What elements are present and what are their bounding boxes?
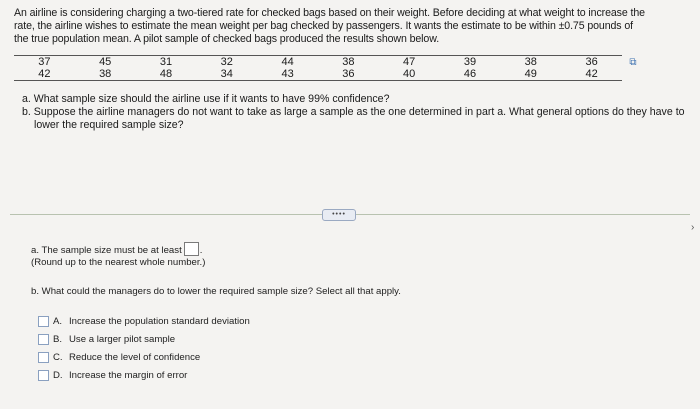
option-label: Increase the population standard deviation bbox=[69, 315, 250, 327]
table-cell: 46 bbox=[440, 68, 501, 81]
questions bbox=[22, 93, 690, 132]
options-list bbox=[38, 312, 250, 384]
problem-statement bbox=[14, 7, 690, 46]
table-cell: 36 bbox=[561, 56, 622, 69]
table-cell: 39 bbox=[440, 56, 501, 69]
copy-data-icon[interactable]: ⧉ bbox=[629, 57, 637, 68]
table-cell: 43 bbox=[257, 68, 318, 81]
sample-size-input[interactable] bbox=[184, 242, 199, 256]
table-cell: 44 bbox=[257, 56, 318, 69]
option-letter: B. bbox=[53, 333, 63, 345]
table-row bbox=[14, 56, 622, 69]
resize-handle-icon[interactable]: › bbox=[691, 222, 695, 233]
table-cell: 40 bbox=[379, 68, 440, 81]
table-cell: 42 bbox=[14, 68, 75, 81]
option-c[interactable] bbox=[38, 348, 250, 366]
table-cell: 42 bbox=[561, 68, 622, 81]
table-row bbox=[14, 68, 622, 81]
answer-a-line bbox=[31, 242, 671, 257]
table-cell: 38 bbox=[75, 68, 136, 81]
answer-a-prompt: a. The sample size must be at least bbox=[31, 245, 182, 256]
table-cell: 45 bbox=[75, 56, 136, 69]
option-a[interactable] bbox=[38, 312, 250, 330]
answer-section-a bbox=[31, 242, 671, 269]
question-a: a. What sample size should the airline use if it wants to have 99% confidence? bbox=[22, 93, 390, 105]
table-cell: 48 bbox=[136, 68, 197, 81]
option-letter: A. bbox=[53, 315, 63, 327]
problem-line-3: the true population mean. A pilot sample of checked bags produced the results shown below. bbox=[14, 33, 440, 45]
table-cell: 32 bbox=[196, 56, 257, 69]
checkbox-b[interactable] bbox=[38, 334, 49, 345]
table-cell: 36 bbox=[318, 68, 379, 81]
question-b: b. Suppose the airline managers do not want to take as large a sample as the one determined in part a. What general options do they have to lower the required sample size? bbox=[22, 106, 685, 131]
option-letter: D. bbox=[53, 369, 63, 381]
option-label: Increase the margin of error bbox=[69, 369, 188, 381]
table-cell: 38 bbox=[500, 56, 561, 69]
table-cell: 34 bbox=[196, 68, 257, 81]
option-label: Reduce the level of confidence bbox=[69, 351, 201, 363]
option-label: Use a larger pilot sample bbox=[69, 333, 176, 345]
option-b[interactable] bbox=[38, 330, 250, 348]
checkbox-d[interactable] bbox=[38, 370, 49, 381]
table-cell: 49 bbox=[500, 68, 561, 81]
option-d[interactable] bbox=[38, 366, 250, 384]
checkbox-c[interactable] bbox=[38, 352, 49, 363]
checkbox-a[interactable] bbox=[38, 316, 49, 327]
option-letter: C. bbox=[53, 351, 63, 363]
answer-b-prompt: b. What could the managers do to lower the required sample size? Select all that apply. bbox=[31, 286, 401, 297]
table-cell: 38 bbox=[318, 56, 379, 69]
problem-line-1: An airline is considering charging a two-tiered rate for checked bags based on their weight. Before deciding at what weight to increase the bbox=[14, 7, 645, 19]
expand-button[interactable]: •••• bbox=[322, 209, 356, 221]
problem-line-2: rate, the airline wishes to estimate the mean weight per bag checked by passengers. It wants the estimate to be within ±0.75 pounds of bbox=[14, 20, 633, 32]
answer-a-period: . bbox=[199, 245, 203, 256]
table-cell: 47 bbox=[379, 56, 440, 69]
data-table bbox=[14, 55, 622, 81]
answer-a-hint: (Round up to the nearest whole number.) bbox=[31, 257, 206, 268]
table-cell: 31 bbox=[136, 56, 197, 69]
table-cell: 37 bbox=[14, 56, 75, 69]
